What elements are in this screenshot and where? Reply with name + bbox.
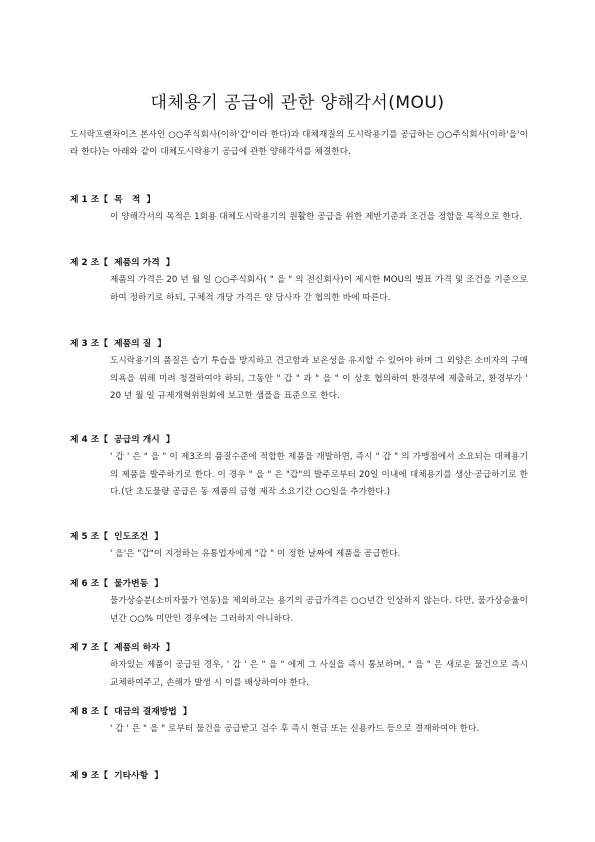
article-6 [70, 577, 528, 628]
article-2 [70, 256, 528, 307]
article-body: ' 을'은 "갑"이 지정하는 유통업자에게 "갑 " 이 정한 날짜에 제품을 공급한다. [110, 549, 401, 559]
article-heading: 제 4 조【 공급의 개시 】 [70, 435, 175, 445]
article-body: ' 갑 ' 은 " 을 " 이 제3조의 품질수준에 적합한 제품을 개발하면, 즉시 " 갑 " 의 가맹점에서 소요되는 대체용기의 제품을 발주하기로 한다. 이 경우 " 을 " 은 "갑"의 발주로부터 20일 이내에 대체용기를 생산·공급하기로 한다.(단 초도물량 공급은 동 제품의 금형 제작 소요기간 ○○일을 추가한다.) [110, 452, 528, 497]
article-4 [70, 433, 528, 502]
article-9 [70, 769, 528, 785]
article-body: ' 갑 ' 은 " 을 " 로부터 물건을 공급받고 검수 후 즉시 현금 또는 신용카드 등으로 결재하여야 한다. [110, 724, 480, 734]
article-body: 하자있는 제품이 공급된 경우, ' 갑 ' 은 " 을 " 에게 그 사실을 즉시 통보하며, " 을 " 은 새로운 물건으로 즉시 교체하여주고, 손해가 발생 시 이를 배상하여야 한다. [110, 660, 528, 688]
article-1 [70, 193, 528, 227]
article-heading: 제 8 조【 대금의 결재방법 】 [70, 707, 192, 717]
article-7 [70, 641, 528, 692]
article-heading: 제 1 조【 목 적 】 [70, 195, 156, 205]
article-heading: 제 5 조【 인도조건 】 [70, 532, 164, 542]
article-heading: 제 6 조【 물가변동 】 [70, 579, 164, 589]
article-3 [70, 337, 528, 406]
article-heading: 제 7 조【 제품의 하자 】 [70, 643, 175, 653]
article-heading: 제 2 조【 제품의 가격 】 [70, 258, 175, 268]
article-body: 물가상승분(소비자물가 연동)을 제외하고는 용기의 공급가격은 ○○년간 인상하지 않는다. 다만, 물가상승율이 년간 ○○% 미만인 경우에는 그러하지 아니하다. [110, 596, 528, 624]
intro-paragraph: 도시락프랜차이즈 본사인 ○○주식회사(이하'갑'이라 한다)과 대체재질의 도시락용기를 공급하는 ○○주식회사(이하'을'이라 한다)는 아래와 같이 대체도시락용기 공급에 관한 양해각서를 체결한다. [70, 130, 528, 157]
article-8 [70, 705, 528, 739]
article-body: 제품의 가격은 20 년 월 일 ○○주식회사( " 을 " 의 전신회사)이 제시한 MOU의 별표 가격 및 조건을 기준으로 하여 정하기로 하되, 구체적 개당 가격은 양 당사자 간 협의한 바에 따른다. [110, 275, 528, 303]
article-body: 이 양해각서의 목적은 1회용 대체도시락용기의 원활한 공급을 위한 제반기준과 조건을 정함을 목적으로 한다. [110, 212, 523, 222]
article-heading: 제 3 조【 제품의 질 】 [70, 339, 167, 349]
document-title: 대체용기 공급에 관한 양해각서(MOU) [150, 93, 445, 113]
article-5 [70, 530, 528, 564]
article-heading: 제 9 조【 기타사항 】 [70, 771, 164, 781]
article-body: 도시락용기의 품질은 습기 투습을 방지하고 견고함과 보온성을 유지할 수 있어야 하며 그 외양은 소비자의 구매의욕을 위해 미려 청결하여야 하되, 그동안 " 갑 " 과 " 을 " 이 상호 협의하여 환경부에 제출하고, 환경부가 ' 20 년 월 일 규제개혁위원회에 보고한 샘플을 표준으로 한다. [110, 356, 528, 401]
